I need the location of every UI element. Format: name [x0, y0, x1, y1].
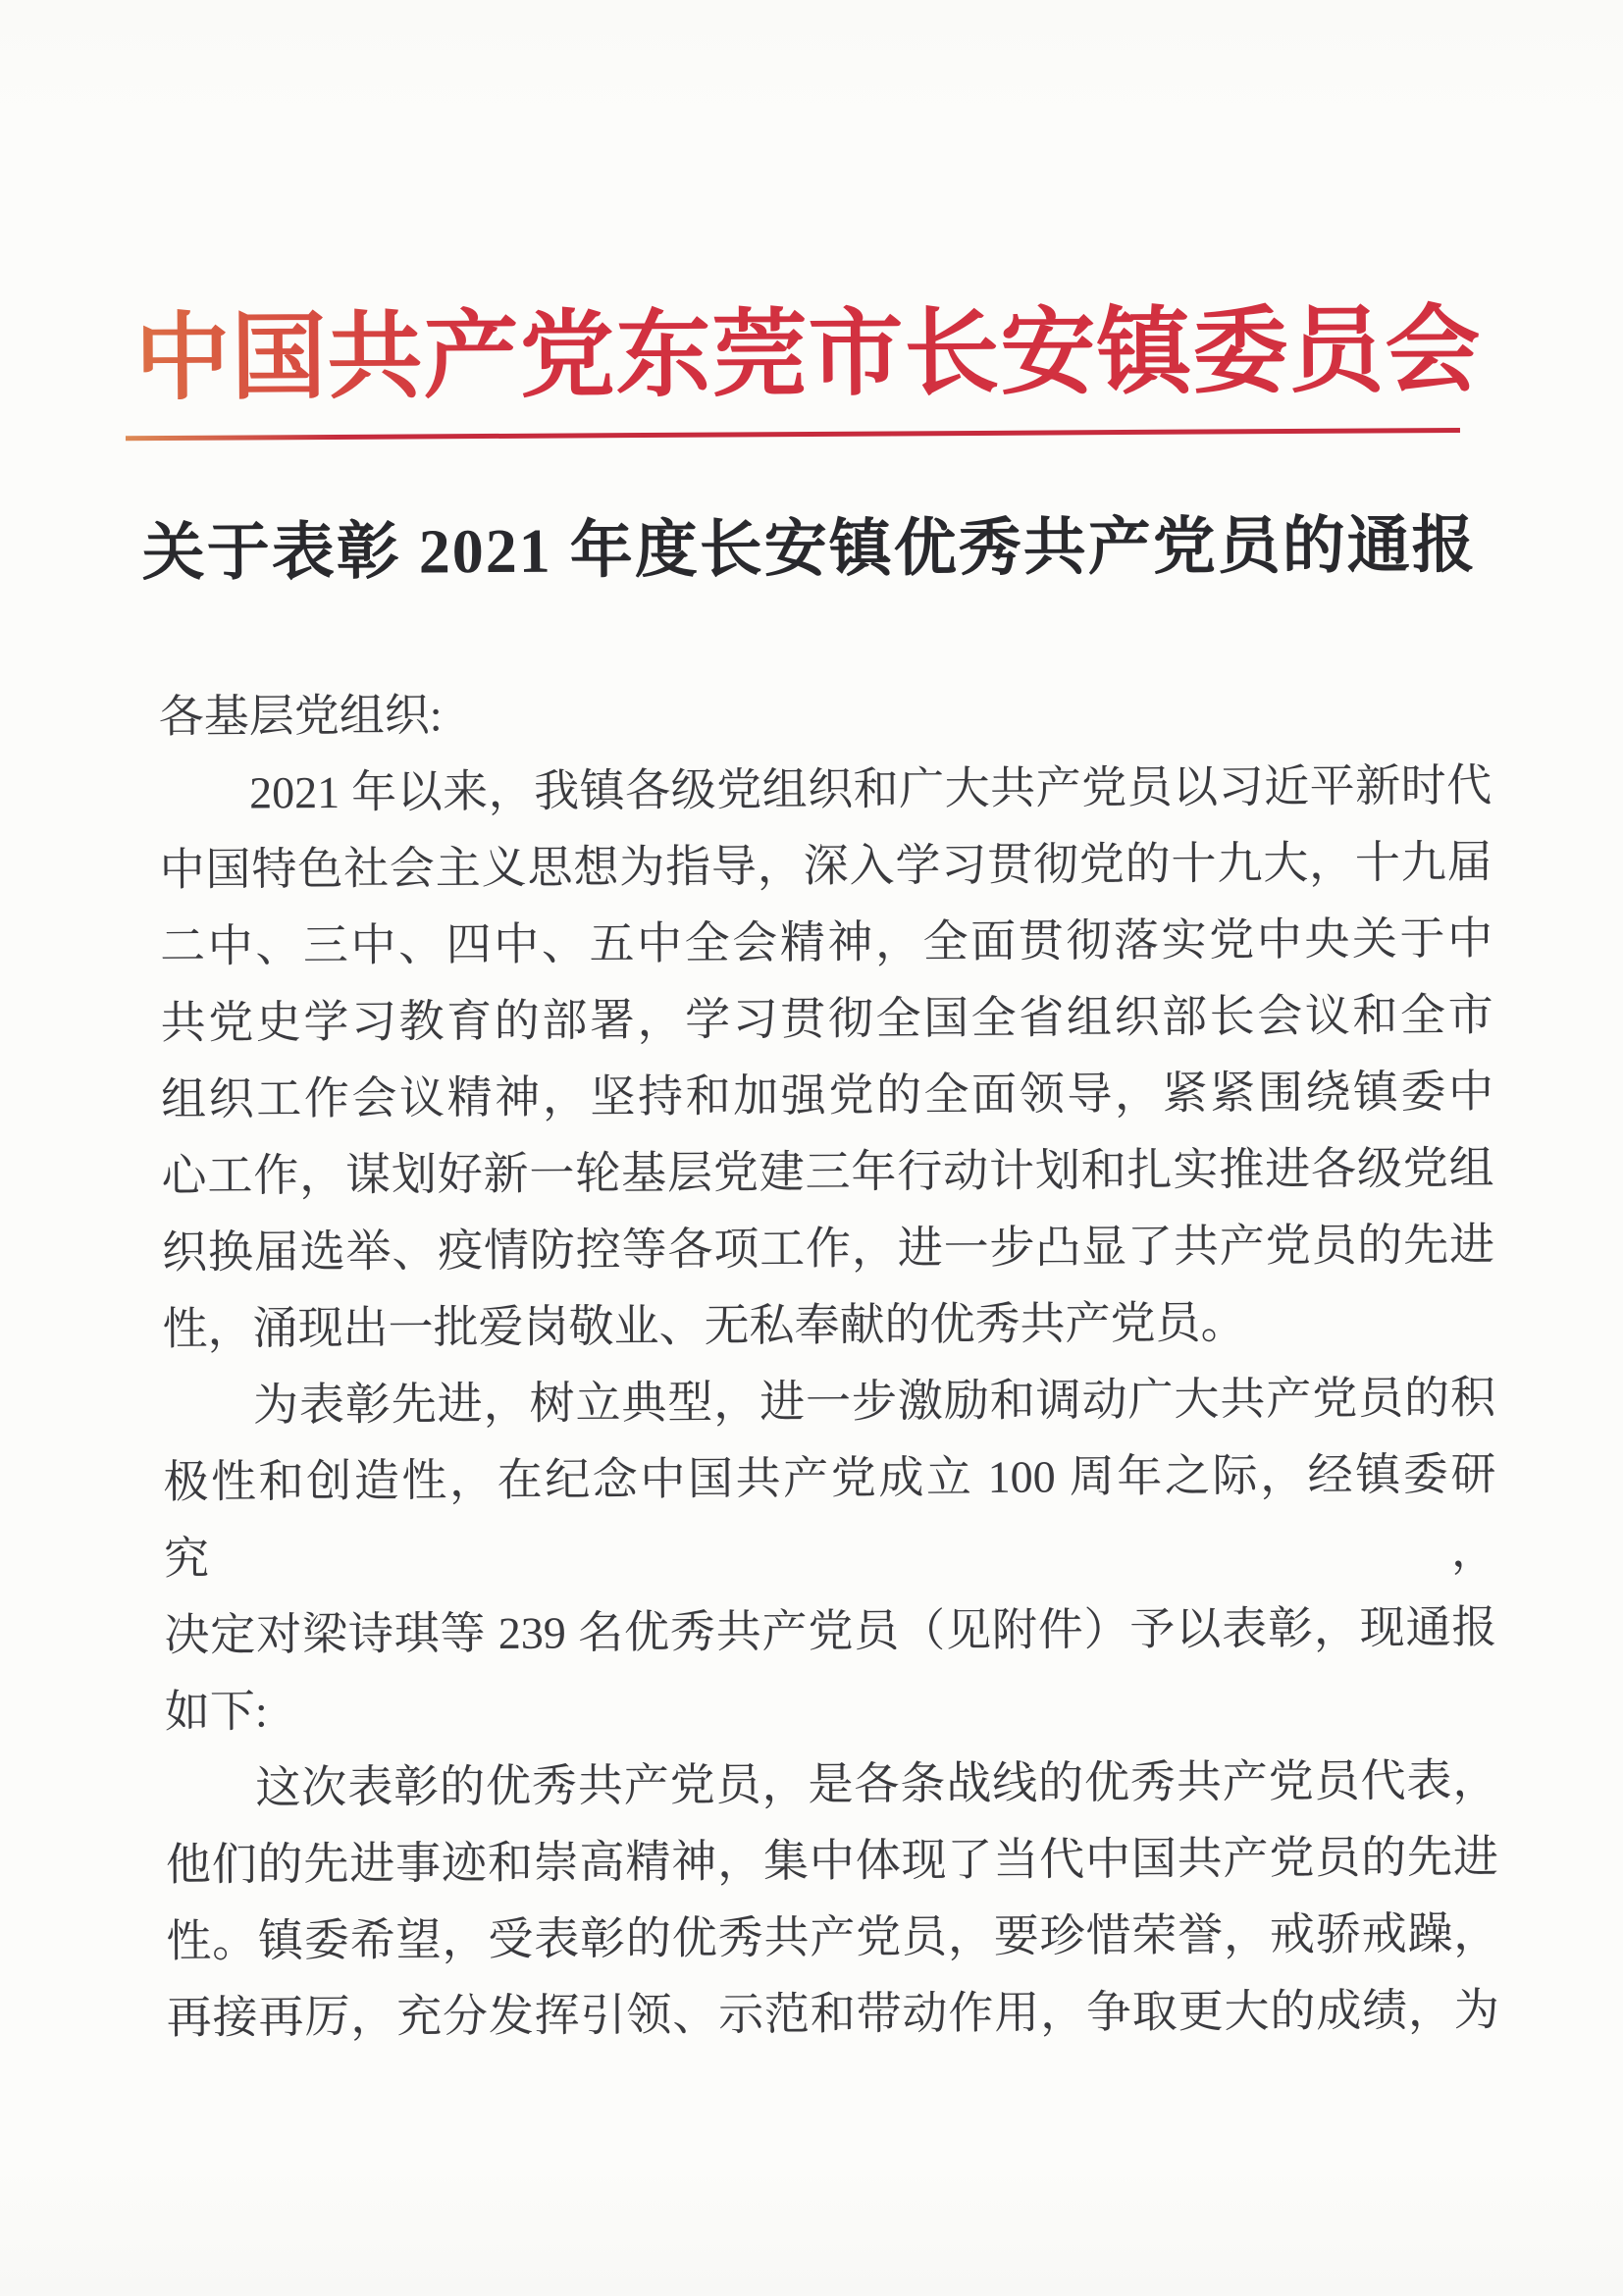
body-line: 2021 年以来，我镇各级党组织和广大共产党员以习近平新时代 — [249, 759, 1492, 818]
body-line: 中国特色社会主义思想为指导，深入学习贯彻党的十九大，十九届 — [159, 836, 1492, 896]
body-line: 为表彰先进，树立典型，进一步激励和调动广大共产党员的积 — [252, 1372, 1496, 1431]
body-line: 性。镇委希望，受表彰的优秀共产党员，要珍惜荣誉，戒骄戒躁， — [166, 1907, 1499, 1967]
doc-title: 关于表彰 2021 年度长安镇优秀共产党员的通报 — [141, 509, 1477, 589]
org-header: 中国共产党东莞市长安镇委员会 — [0, 272, 1620, 419]
body-line: 再接再厉，充分发挥引领、示范和带动作用，争取更大的成绩，为 — [166, 1984, 1499, 2044]
body-line: 如下: — [164, 1686, 268, 1738]
body-line: 共党史学习教育的部署，学习贯彻全国全省组织部长会议和全市 — [160, 989, 1493, 1049]
body-line: 二中、三中、四中、五中全会精神，全面贯彻落实党中央关于中 — [160, 913, 1493, 972]
body-line: 他们的先进事迹和崇高精神，集中体现了当代中国共产党员的先进 — [165, 1831, 1499, 1891]
body-line: 心工作，谋划好新一轮基层党建三年行动计划和扎实推进各级党组 — [161, 1142, 1494, 1202]
body-line: 极性和创造性，在纪念中国共产党成立 100 周年之际，经镇委研究， — [163, 1448, 1497, 1585]
body-line: 性，涌现出一批爱岗敬业、无私奉献的优秀共产党员。 — [162, 1297, 1246, 1355]
red-header-rule — [126, 428, 1460, 441]
body-line: 织换届选举、疫情防控等各项工作，进一步凸显了共产党员的先进 — [161, 1219, 1495, 1278]
body — [158, 671, 1499, 2057]
body-line: 各基层党组织: — [158, 690, 443, 743]
body-line: 决定对梁诗琪等 239 名优秀共产党员（见附件）予以表彰，现通报 — [164, 1601, 1497, 1661]
body-line: 组织工作会议精神，坚持和加强党的全面领导，紧紧围绕镇委中 — [160, 1066, 1494, 1125]
body-line: 这次表彰的优秀共产党员，是各条战线的优秀共产党员代表， — [255, 1754, 1498, 1813]
